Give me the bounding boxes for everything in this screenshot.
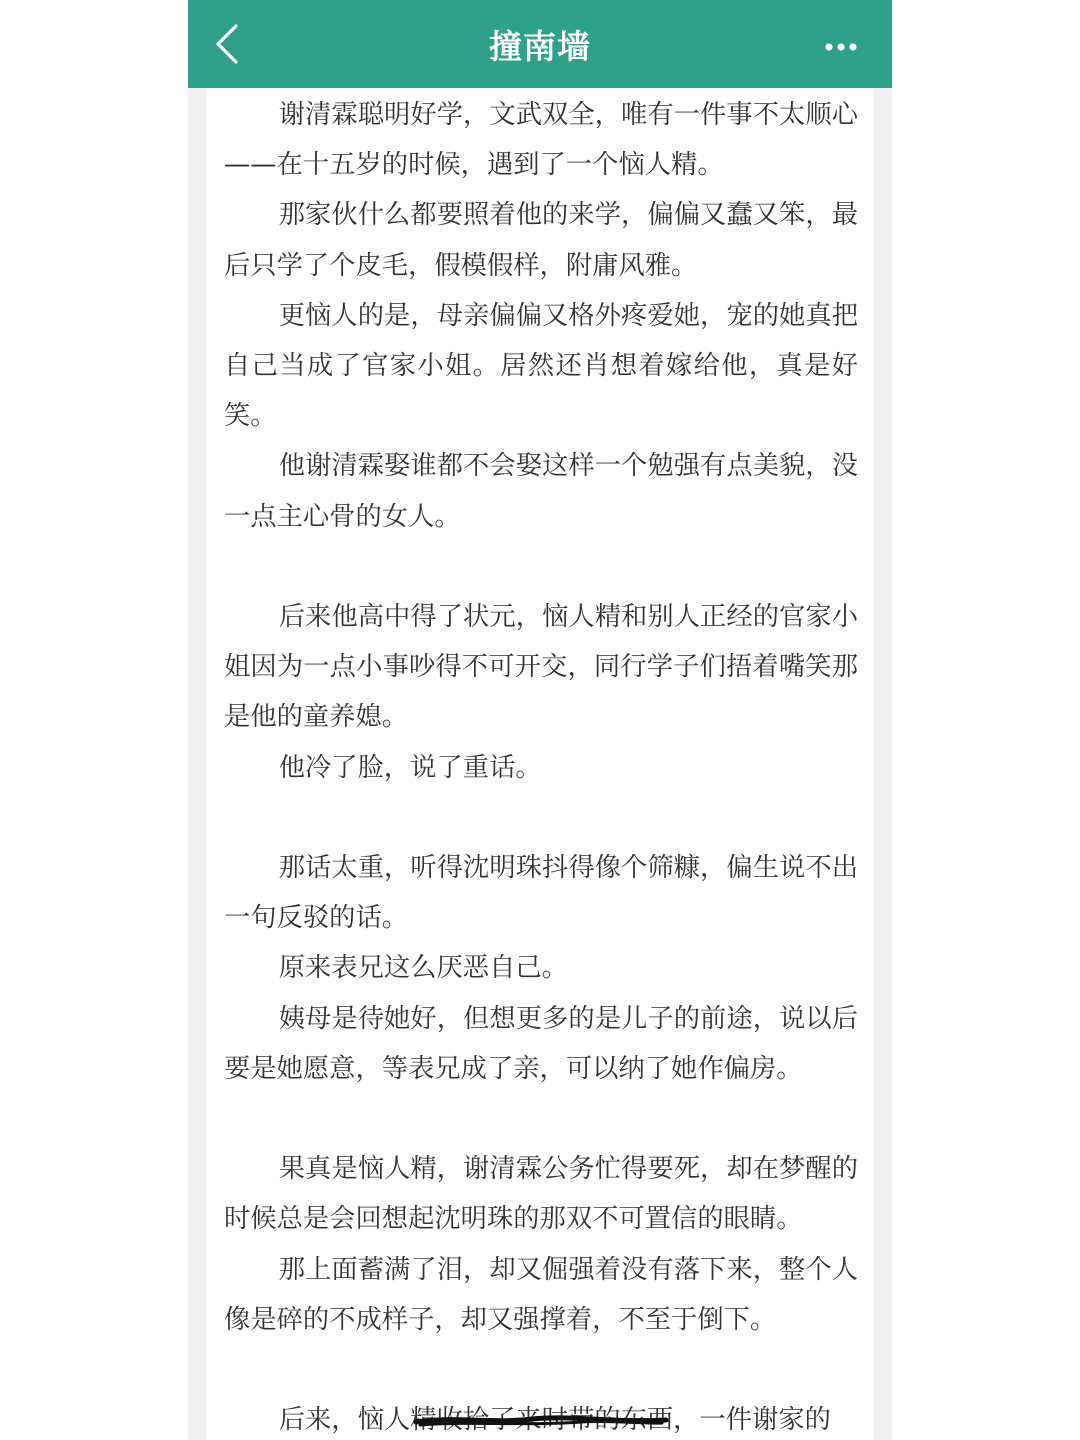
paragraph: 原来表兄这么厌恶自己。	[278, 953, 568, 984]
paragraph-spacer	[224, 542, 858, 592]
paragraph: 更恼人的是，母亲偏偏又格外疼爱她，宠的她真把自己当成了官家小姐。居然还肖想着嫁给他，真是好笑。	[224, 300, 858, 432]
paragraph: 他谢清霖娶谁都不会娶这样一个勉强有点美貌，没一点主心骨的女人。	[224, 451, 858, 532]
page-title: 撞南墙	[489, 27, 591, 66]
paragraph: 后来，恼人精收拾了来时带的东西，一件谢家的	[278, 1405, 831, 1436]
paragraph-spacer	[224, 1345, 858, 1395]
paragraph: 后来他高中得了状元，恼人精和别人正经的官家小姐因为一点小事吵得不可开交，同行学子们捂着嘴笑那是他的童养媳。	[224, 602, 858, 733]
paragraph: 他冷了脸，说了重话。	[278, 752, 542, 783]
paragraph-spacer	[224, 1094, 858, 1144]
article-page[interactable]	[206, 88, 874, 1440]
paragraph: 那上面蓄满了泪，却又倔强着没有落下来，整个人像是碎的不成样子，却又强撑着，不至于倒下。	[224, 1254, 858, 1335]
paragraph: 果真是恼人精，谢清霖公务忙得要死，却在梦醒的时候总是会回想起沈明珠的那双不可置信的眼睛。	[224, 1154, 858, 1235]
article-body	[224, 90, 858, 1440]
more-horizontal-icon[interactable]	[824, 40, 858, 54]
paragraph: 谢清霖聪明好学，文武双全，唯有一件事不太顺心——在十五岁的时候，遇到了一个恼人精。	[224, 100, 858, 181]
top-nav-bar	[188, 0, 892, 88]
reader-screen	[188, 0, 892, 1440]
paragraph: 姨母是待她好，但想更多的是儿子的前途，说以后要是她愿意，等表兄成了亲，可以纳了她作偏房。	[224, 1003, 858, 1084]
paragraph: 那话太重，听得沈明珠抖得像个筛糠，偏生说不出一句反驳的话。	[224, 853, 858, 934]
paragraph: 那家伙什么都要照着他的来学，偏偏又蠢又笨，最后只学了个皮毛，假模假样，附庸风雅。	[224, 200, 858, 281]
paragraph-spacer	[224, 793, 858, 843]
